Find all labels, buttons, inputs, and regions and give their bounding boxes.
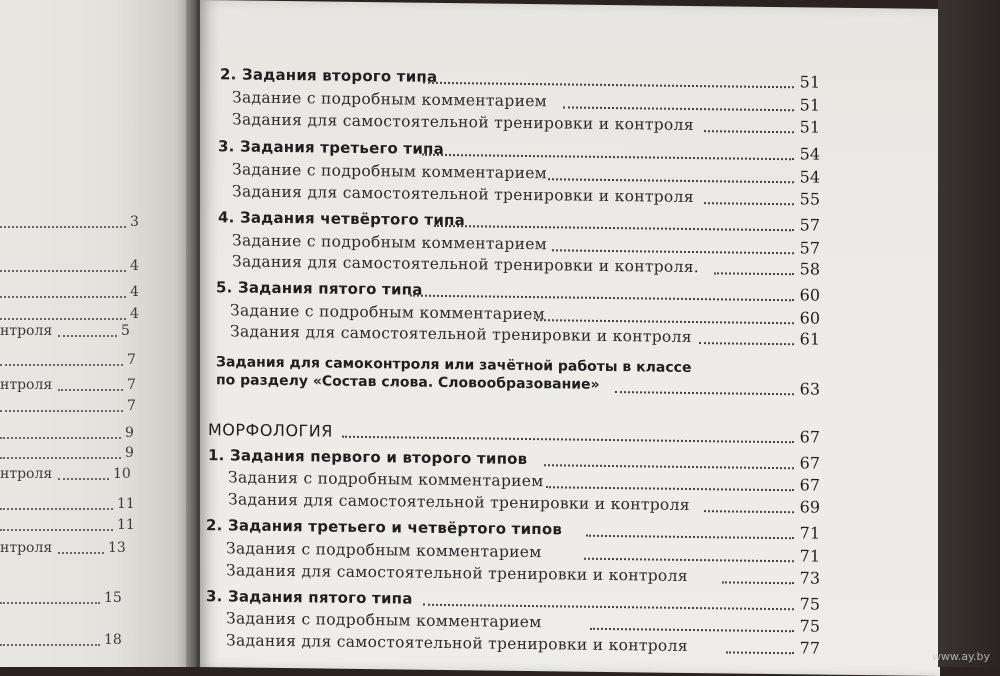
toc-leader-dots xyxy=(536,319,794,324)
toc-leader-dots xyxy=(586,535,794,540)
toc-entry-text: Задания для самостоятельной тренировки и контроля xyxy=(226,631,688,655)
toc-page-number: 63 xyxy=(799,379,820,399)
left-toc-row xyxy=(0,466,190,484)
toc-entry-text: 4. Задания четвёртого типа xyxy=(218,208,465,230)
toc-page-number: 73 xyxy=(799,568,820,588)
left-toc-row-text: нтроля xyxy=(0,323,53,339)
left-toc-row-page-number: 15 xyxy=(104,590,122,606)
left-toc-row-text: нтроля xyxy=(0,540,53,556)
toc-page-number: 67 xyxy=(799,453,820,473)
toc-leader-dots xyxy=(423,604,794,611)
toc-chapter-heading xyxy=(208,420,820,447)
toc-entry-text: 1. Задания первого и второго типов xyxy=(208,446,528,468)
toc-entry-text: по разделу «Состав слова. Словообразование» xyxy=(216,372,600,393)
background-edge xyxy=(938,0,1000,667)
toc-entry-text: Задания для самостоятельной тренировки и контроля xyxy=(226,561,688,585)
toc-page-number: 55 xyxy=(799,189,820,209)
toc-leader-dots xyxy=(726,651,794,654)
toc-leader-dots xyxy=(544,464,794,469)
toc-leader-dots xyxy=(584,558,794,563)
left-toc-row-page-number: 11 xyxy=(117,517,135,533)
toc-page-number: 75 xyxy=(799,594,820,614)
left-toc-row-leader-dots xyxy=(0,602,100,604)
toc-leader-dots xyxy=(590,628,794,632)
left-toc-row-page-number: 7 xyxy=(127,377,136,393)
left-toc-row-page-number: 4 xyxy=(130,258,139,274)
left-toc-row-text: нтроля xyxy=(0,377,53,393)
toc-page-number: 54 xyxy=(799,144,820,164)
left-toc-row-leader-dots xyxy=(58,552,104,554)
toc-leader-dots xyxy=(422,154,794,161)
toc-entry-text: МОРФОЛОГИЯ xyxy=(208,420,333,441)
left-toc-row-page-number: 13 xyxy=(108,540,126,556)
toc-entry-text: Задание с подробным комментарием xyxy=(230,301,546,324)
left-toc-row-leader-dots xyxy=(58,389,123,391)
toc-leader-dots xyxy=(342,436,794,444)
left-toc-row-page-number: 10 xyxy=(113,466,131,482)
left-toc-row xyxy=(0,352,190,370)
toc-leader-dots xyxy=(699,342,794,345)
toc-leader-dots xyxy=(548,178,794,183)
toc-page-number: 71 xyxy=(799,546,820,566)
right-page-table-of-contents xyxy=(200,0,940,676)
toc-page-number: 77 xyxy=(799,638,820,658)
toc-entry-text: Задание с подробным комментарием xyxy=(232,160,548,183)
toc-entry-text: Задания для самостоятельной тренировки и контроля xyxy=(230,322,692,347)
left-toc-row xyxy=(0,214,190,232)
toc-entry-text: Задания с подробным комментарием xyxy=(226,609,542,632)
left-toc-row xyxy=(0,323,190,341)
toc-page-number: 60 xyxy=(799,308,820,328)
left-toc-row-page-number: 7 xyxy=(127,352,136,368)
toc-page-number: 60 xyxy=(799,285,820,305)
left-toc-row-page-number: 7 xyxy=(127,398,136,414)
toc-leader-dots xyxy=(546,486,794,491)
toc-page-number: 51 xyxy=(799,95,820,115)
toc-entry-text: 3. Задания третьего типа xyxy=(218,137,444,158)
left-toc-row xyxy=(0,496,190,514)
toc-page-number: 61 xyxy=(799,329,820,349)
toc-leader-dots xyxy=(704,510,794,513)
left-toc-row-leader-dots xyxy=(0,529,113,531)
toc-entry-text: 3. Задания пятого типа xyxy=(206,587,413,608)
left-toc-row-leader-dots xyxy=(0,437,121,439)
left-toc-row-leader-dots xyxy=(0,644,100,646)
left-toc-row xyxy=(0,258,190,276)
left-toc-row xyxy=(0,306,190,324)
toc-entry-text: Задания для самостоятельной тренировки и контроля xyxy=(232,182,694,207)
left-toc-row xyxy=(0,517,190,535)
toc-entry-text: Задание с подробным комментарием xyxy=(232,88,548,111)
toc-entry-text: Задания для самостоятельной тренировки и контроля xyxy=(228,490,690,514)
toc-entry-text: Задания для самостоятельной тренировки и контроля xyxy=(232,110,694,135)
toc-leader-dots xyxy=(714,272,794,275)
left-toc-row-leader-dots xyxy=(0,270,126,272)
toc-page-number: 51 xyxy=(799,72,820,92)
left-toc-row xyxy=(0,398,190,416)
left-toc-row-page-number: 4 xyxy=(130,306,139,322)
left-toc-row-page-number: 18 xyxy=(104,632,122,648)
toc-page-number: 51 xyxy=(799,117,820,137)
left-toc-row-leader-dots xyxy=(58,335,117,337)
left-page xyxy=(0,0,190,667)
toc-page-number: 67 xyxy=(799,427,820,447)
toc-page-number: 75 xyxy=(799,616,820,636)
left-toc-row-leader-dots xyxy=(0,296,126,298)
toc-leader-dots xyxy=(410,295,794,302)
left-toc-row-page-number: 9 xyxy=(125,445,134,461)
left-toc-row xyxy=(0,377,190,395)
left-toc-row-leader-dots xyxy=(0,364,123,366)
left-toc-row xyxy=(0,590,190,608)
toc-leader-dots xyxy=(615,391,794,395)
toc-page-number: 69 xyxy=(799,497,820,517)
toc-leader-dots xyxy=(434,225,794,231)
toc-leader-dots xyxy=(423,82,794,89)
left-toc-row-leader-dots xyxy=(0,508,113,510)
left-toc-row xyxy=(0,445,190,463)
watermark: www.ay.by xyxy=(931,650,990,663)
toc-page-number: 71 xyxy=(799,523,820,543)
toc-page-number: 57 xyxy=(799,215,820,235)
left-toc-row-leader-dots xyxy=(0,226,126,228)
left-toc-row-page-number: 3 xyxy=(130,214,139,230)
left-toc-row xyxy=(0,540,190,558)
toc-leader-dots xyxy=(704,130,794,133)
toc-entry-text: Задания с подробным комментарием xyxy=(226,539,542,562)
toc-entry-text: Задания для самоконтроля или зачётной работы в классе xyxy=(216,354,692,377)
left-toc-row-page-number: 5 xyxy=(121,323,130,339)
left-toc-row xyxy=(0,284,190,302)
toc-entry-text: Задание с подробным комментарием xyxy=(232,231,548,254)
toc-leader-dots xyxy=(552,249,794,254)
left-toc-row-leader-dots xyxy=(58,478,109,480)
toc-entry-text: 5. Задания пятого типа xyxy=(216,278,423,299)
toc-leader-dots xyxy=(722,581,794,584)
left-toc-row-page-number: 9 xyxy=(125,425,134,441)
toc-page-number: 57 xyxy=(799,238,820,258)
left-toc-row xyxy=(0,425,190,443)
left-toc-row-page-number: 11 xyxy=(117,496,135,512)
toc-entry-text: Задания для самостоятельной тренировки и контроля. xyxy=(232,252,700,277)
toc-leader-dots xyxy=(704,202,794,205)
toc-page-number: 54 xyxy=(799,167,820,187)
left-toc-row-leader-dots xyxy=(0,410,123,412)
left-toc-row-leader-dots xyxy=(0,457,121,459)
left-toc-row xyxy=(0,632,190,650)
toc-entry-text: Задания с подробным комментарием xyxy=(228,468,544,491)
toc-leader-dots xyxy=(563,106,794,111)
left-toc-row-leader-dots xyxy=(0,318,126,320)
left-toc-row-text: нтроля xyxy=(0,466,53,482)
toc-entry-text: 2. Задания второго типа xyxy=(220,65,438,86)
toc-entry-text: 2. Задания третьего и четвёртого типов xyxy=(206,516,563,539)
left-toc-row-page-number: 4 xyxy=(130,284,139,300)
toc-page-number: 58 xyxy=(799,259,820,279)
toc-page-number: 67 xyxy=(799,475,820,495)
